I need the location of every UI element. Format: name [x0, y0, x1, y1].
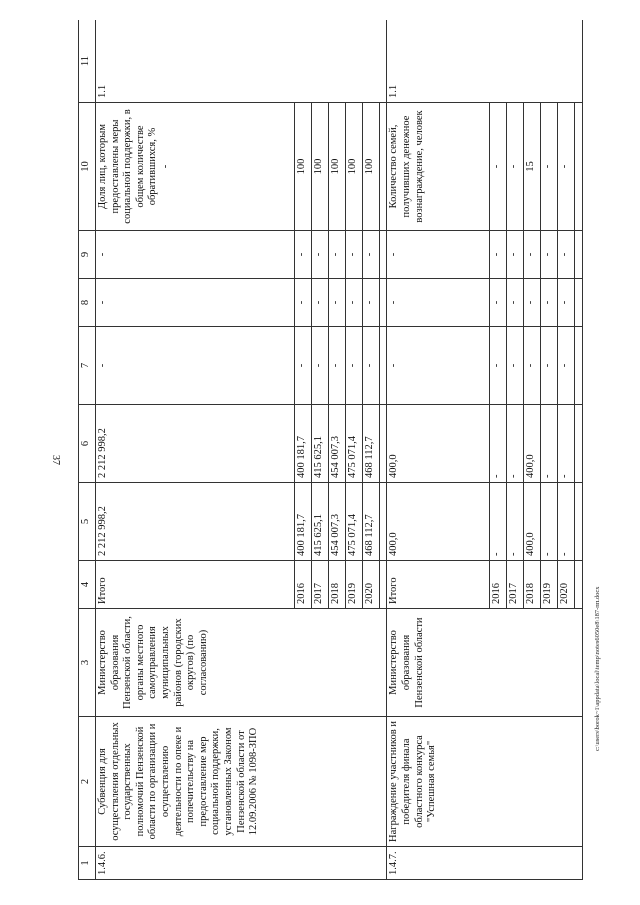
indicator-text: Доля лиц, которым предоставлены меры социальной поддержки, в общем количестве обратившихся, % [97, 109, 159, 224]
year-c7-cell: - [507, 327, 524, 405]
year-c7-cell: - [558, 327, 575, 405]
spacer-cell [575, 483, 583, 561]
year-c6-cell: - [541, 405, 558, 483]
year-year-cell: 2020 [558, 561, 575, 609]
year-c8-cell: - [507, 279, 524, 327]
year-c5-cell: 475 071,4 [345, 483, 362, 561]
year-c10-cell: - [490, 103, 507, 231]
year-c7-cell: - [311, 327, 328, 405]
year-year-cell: 2018 [328, 561, 345, 609]
year-c10-cell: - [541, 103, 558, 231]
spacer-cell [379, 103, 387, 231]
year-c6-cell: 415 625,1 [311, 405, 328, 483]
column-number-cell: 10 [79, 103, 96, 231]
table-row [96, 20, 295, 880]
year-c6-cell: 454 007,3 [328, 405, 345, 483]
spacer-cell [379, 231, 387, 279]
year-c10-cell: 15 [524, 103, 541, 231]
total-c6-cell: 2 212 998,2 [96, 405, 295, 483]
spacer-cell [379, 483, 387, 561]
column-number-cell: 6 [79, 405, 96, 483]
total-c8-cell: - [387, 279, 490, 327]
column-number-cell: 7 [79, 327, 96, 405]
year-c10-cell: 100 [294, 103, 311, 231]
file-path-footer: c:\users\borok~1\appdata\local\temp\notes6050e8\187-пп.docx [594, 586, 601, 751]
year-c8-cell: - [490, 279, 507, 327]
year-c5-cell: 415 625,1 [311, 483, 328, 561]
link-cell: 1.1 [387, 20, 583, 103]
year-c7-cell: - [328, 327, 345, 405]
column-number-cell: 4 [79, 561, 96, 609]
year-c6-cell: 468 112,7 [362, 405, 379, 483]
table-row [387, 20, 490, 880]
year-c7-cell: - [345, 327, 362, 405]
column-number-row [79, 20, 96, 880]
total-year-cell: Итого [96, 561, 295, 609]
spacer-cell [575, 279, 583, 327]
year-c5-cell: - [558, 483, 575, 561]
rotated-table-container [78, 20, 583, 880]
indicator-cell [387, 103, 490, 231]
executor-cell: Министерство образования Пензенской области, органы местного самоуправления муниципальных районов (городских округов) (по согласованию) [96, 609, 387, 717]
year-c10-cell: 100 [311, 103, 328, 231]
year-c5-cell: 468 112,7 [362, 483, 379, 561]
spacer-cell [575, 231, 583, 279]
spacer-cell [379, 405, 387, 483]
total-c8-cell: - [96, 279, 295, 327]
year-c9-cell: - [507, 231, 524, 279]
spacer-cell [379, 561, 387, 609]
total-c7-cell: - [96, 327, 295, 405]
year-c7-cell: - [294, 327, 311, 405]
year-c6-cell: - [507, 405, 524, 483]
year-c10-cell: 100 [345, 103, 362, 231]
total-c7-cell: - [387, 327, 490, 405]
year-c6-cell: - [558, 405, 575, 483]
spacer-cell [379, 279, 387, 327]
year-c9-cell: - [345, 231, 362, 279]
year-c9-cell: - [558, 231, 575, 279]
total-c9-cell: - [96, 231, 295, 279]
year-year-cell: 2016 [490, 561, 507, 609]
year-c10-cell: 100 [362, 103, 379, 231]
measures-table [78, 20, 583, 880]
year-year-cell: 2020 [362, 561, 379, 609]
spacer-cell [575, 103, 583, 231]
spacer-cell [575, 561, 583, 609]
year-c6-cell: 475 071,4 [345, 405, 362, 483]
year-c9-cell: - [541, 231, 558, 279]
year-year-cell: 2017 [311, 561, 328, 609]
table-sheet [78, 20, 583, 880]
year-c8-cell: - [362, 279, 379, 327]
year-c7-cell: - [541, 327, 558, 405]
year-c9-cell: - [294, 231, 311, 279]
year-year-cell: 2016 [294, 561, 311, 609]
year-c6-cell: 400 181,7 [294, 405, 311, 483]
year-c8-cell: - [541, 279, 558, 327]
year-c5-cell: 454 007,3 [328, 483, 345, 561]
year-c9-cell: - [328, 231, 345, 279]
year-year-cell: 2019 [541, 561, 558, 609]
year-c5-cell: - [490, 483, 507, 561]
row-id-cell: 1.4.6. [96, 847, 387, 880]
total-c6-cell: 400,0 [387, 405, 490, 483]
indicator-total-value: - [159, 164, 171, 169]
year-c5-cell: - [541, 483, 558, 561]
year-c7-cell: - [524, 327, 541, 405]
event-cell: Награждение участников и победителя финала областного конкурса "Успешная семья" [387, 717, 583, 847]
column-number-cell: 2 [79, 717, 96, 847]
total-c9-cell: - [387, 231, 490, 279]
page-number: 37 [50, 455, 61, 465]
row-id-cell: 1.4.7. [387, 847, 583, 880]
year-c10-cell: 100 [328, 103, 345, 231]
column-number-cell: 8 [79, 279, 96, 327]
year-c9-cell: - [490, 231, 507, 279]
year-year-cell: 2017 [507, 561, 524, 609]
total-year-cell: Итого [387, 561, 490, 609]
spacer-cell [575, 327, 583, 405]
year-c6-cell: 400,0 [524, 405, 541, 483]
link-cell: 1.1 [96, 20, 387, 103]
year-c10-cell: - [558, 103, 575, 231]
year-c10-cell: - [507, 103, 524, 231]
year-c8-cell: - [328, 279, 345, 327]
year-year-cell: 2018 [524, 561, 541, 609]
year-c9-cell: - [524, 231, 541, 279]
year-c6-cell: - [490, 405, 507, 483]
year-c5-cell: 400,0 [524, 483, 541, 561]
indicator-cell [96, 103, 295, 231]
year-c7-cell: - [490, 327, 507, 405]
spacer-cell [575, 405, 583, 483]
total-c5-cell: 400,0 [387, 483, 490, 561]
executor-cell: Министерство образования Пензенской области [387, 609, 583, 717]
year-c8-cell: - [524, 279, 541, 327]
column-number-cell: 3 [79, 609, 96, 717]
column-number-cell: 11 [79, 20, 96, 103]
year-c8-cell: - [311, 279, 328, 327]
year-c7-cell: - [362, 327, 379, 405]
year-c8-cell: - [558, 279, 575, 327]
year-c9-cell: - [311, 231, 328, 279]
year-year-cell: 2019 [345, 561, 362, 609]
year-c8-cell: - [345, 279, 362, 327]
year-c5-cell: - [507, 483, 524, 561]
year-c5-cell: 400 181,7 [294, 483, 311, 561]
indicator-text: Количество семей, получивших денежное вознаграждение, человек [388, 110, 425, 223]
year-c9-cell: - [362, 231, 379, 279]
column-number-cell: 5 [79, 483, 96, 561]
column-number-cell: 1 [79, 847, 96, 880]
column-number-cell: 9 [79, 231, 96, 279]
year-c8-cell: - [294, 279, 311, 327]
spacer-cell [379, 327, 387, 405]
event-cell: Субвенция для осуществления отдельных государственных полномочий Пензенской области по организации и осуществлению деятельности по опеке и попечительству на предоставление мер социальной поддержки, установленных Законом Пензенской области от 12.09.2006 № 1098-ЗПО [96, 717, 387, 847]
total-c5-cell: 2 212 998,2 [96, 483, 295, 561]
